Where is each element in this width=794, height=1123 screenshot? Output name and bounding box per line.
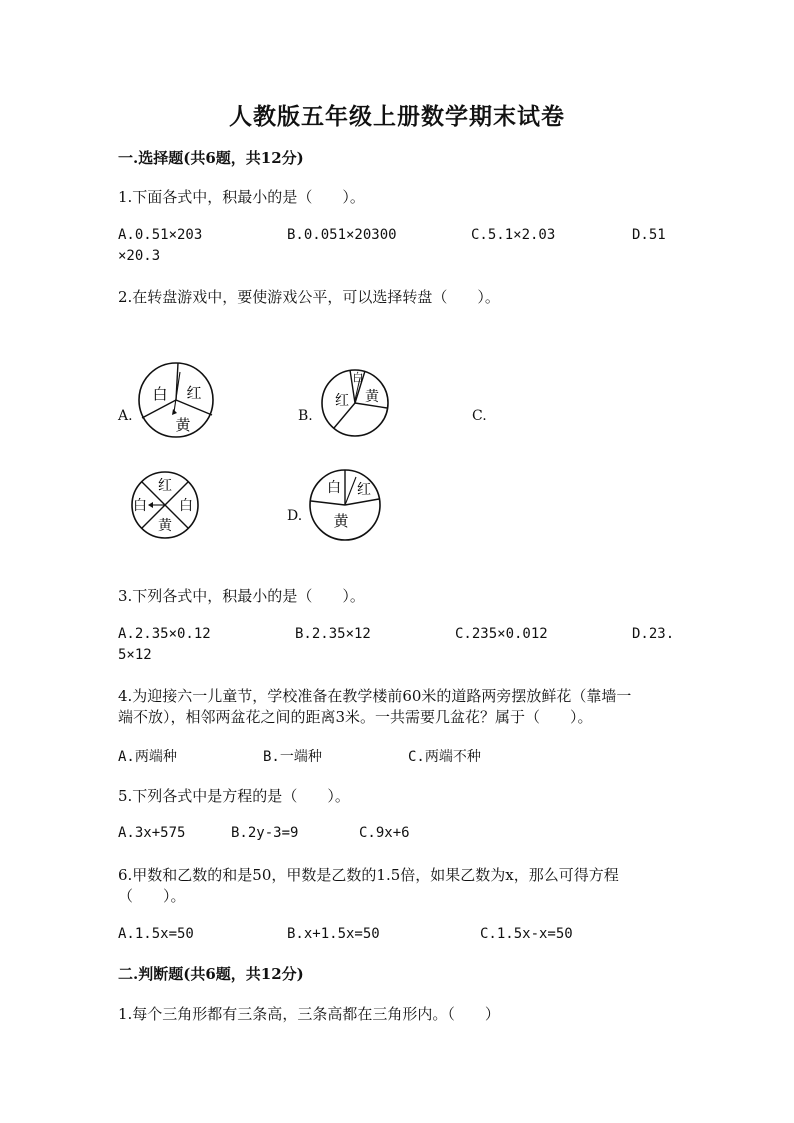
- spinner-c-white-right: 白: [179, 498, 193, 514]
- q2-label-a: A.: [118, 408, 133, 424]
- question-5-text: 5.下列各式中是方程的是（ ）。: [118, 787, 350, 805]
- q6-option-c: C.1.5x-x=50: [480, 926, 573, 942]
- q4-option-b: B.一端种: [263, 749, 322, 765]
- q1-option-a: A.0.51×203: [118, 227, 203, 243]
- q5-option-b: B.2y-3=9: [231, 825, 299, 841]
- spinner-b-red: 红: [335, 393, 349, 409]
- spinner-a: [136, 360, 216, 440]
- spinner-d: [308, 468, 382, 542]
- question-6-text-line2: （ ）。: [118, 887, 186, 905]
- judgement-question-1-text: 1.每个三角形都有三条高，三条高都在三角形内。（ ）: [118, 1005, 500, 1023]
- spinner-c: [130, 470, 200, 540]
- spinner-b-white: 白: [352, 371, 364, 384]
- section-heading-judgement: 二.判断题(共6题，共12分): [118, 965, 304, 983]
- q5-option-a: A.3x+575: [118, 825, 186, 841]
- page-title: 人教版五年级上册数学期末试卷: [229, 103, 565, 130]
- spinner-d-red: 红: [357, 482, 371, 498]
- spinner-c-white-left: 白: [133, 498, 147, 514]
- spinner-a-yellow: 黄: [175, 416, 191, 434]
- q4-option-c: C.两端不种: [408, 749, 481, 765]
- question-3-text: 3.下列各式中，积最小的是（ ）。: [118, 587, 365, 605]
- q2-label-b: B.: [298, 408, 313, 424]
- q6-option-a: A.1.5x=50: [118, 926, 194, 942]
- q3-option-d-cont: 5×12: [118, 647, 152, 663]
- spinner-c-red: 红: [158, 478, 172, 494]
- spinner-a-white: 白: [152, 385, 168, 403]
- spinner-d-yellow: 黄: [333, 512, 349, 530]
- spinner-c-yellow: 黄: [158, 518, 172, 534]
- q5-option-c: C.9x+6: [359, 825, 410, 841]
- spinner-d-white: 白: [327, 480, 341, 496]
- question-2-text: 2.在转盘游戏中，要使游戏公平，可以选择转盘（ ）。: [118, 288, 500, 306]
- q1-option-b: B.0.051×20300: [287, 227, 397, 243]
- q1-option-c: C.5.1×2.03: [471, 227, 556, 243]
- question-1-text: 1.下面各式中，积最小的是（ ）。: [118, 188, 365, 206]
- q1-option-d-cont: ×20.3: [118, 248, 161, 264]
- spinner-b-yellow: 黄: [365, 389, 379, 405]
- question-4-text-line1: 4.为迎接六一儿童节，学校准备在教学楼前60米的道路两旁摆放鲜花（靠墙一: [118, 687, 632, 705]
- spinner-b: [320, 368, 390, 438]
- q4-option-a: A.两端种: [118, 749, 177, 765]
- q3-option-a: A.2.35×0.12: [118, 626, 211, 642]
- question-6-text-line1: 6.甲数和乙数的和是50，甲数是乙数的1.5倍，如果乙数为x，那么可得方程: [118, 866, 619, 884]
- q2-label-d: D.: [287, 508, 303, 524]
- question-4-text-line2: 端不放），相邻两盆花之间的距离3米。一共需要几盆花？属于（ ）。: [118, 708, 593, 726]
- q6-option-b: B.x+1.5x=50: [287, 926, 380, 942]
- section-heading-choice: 一.选择题(共6题，共12分): [118, 149, 304, 167]
- q3-option-d: D.23.: [632, 626, 675, 642]
- q2-label-c: C.: [472, 408, 487, 424]
- q1-option-d: D.51: [632, 227, 666, 243]
- q3-option-b: B.2.35×12: [295, 626, 371, 642]
- spinner-a-red: 红: [186, 384, 202, 402]
- q3-option-c: C.235×0.012: [455, 626, 548, 642]
